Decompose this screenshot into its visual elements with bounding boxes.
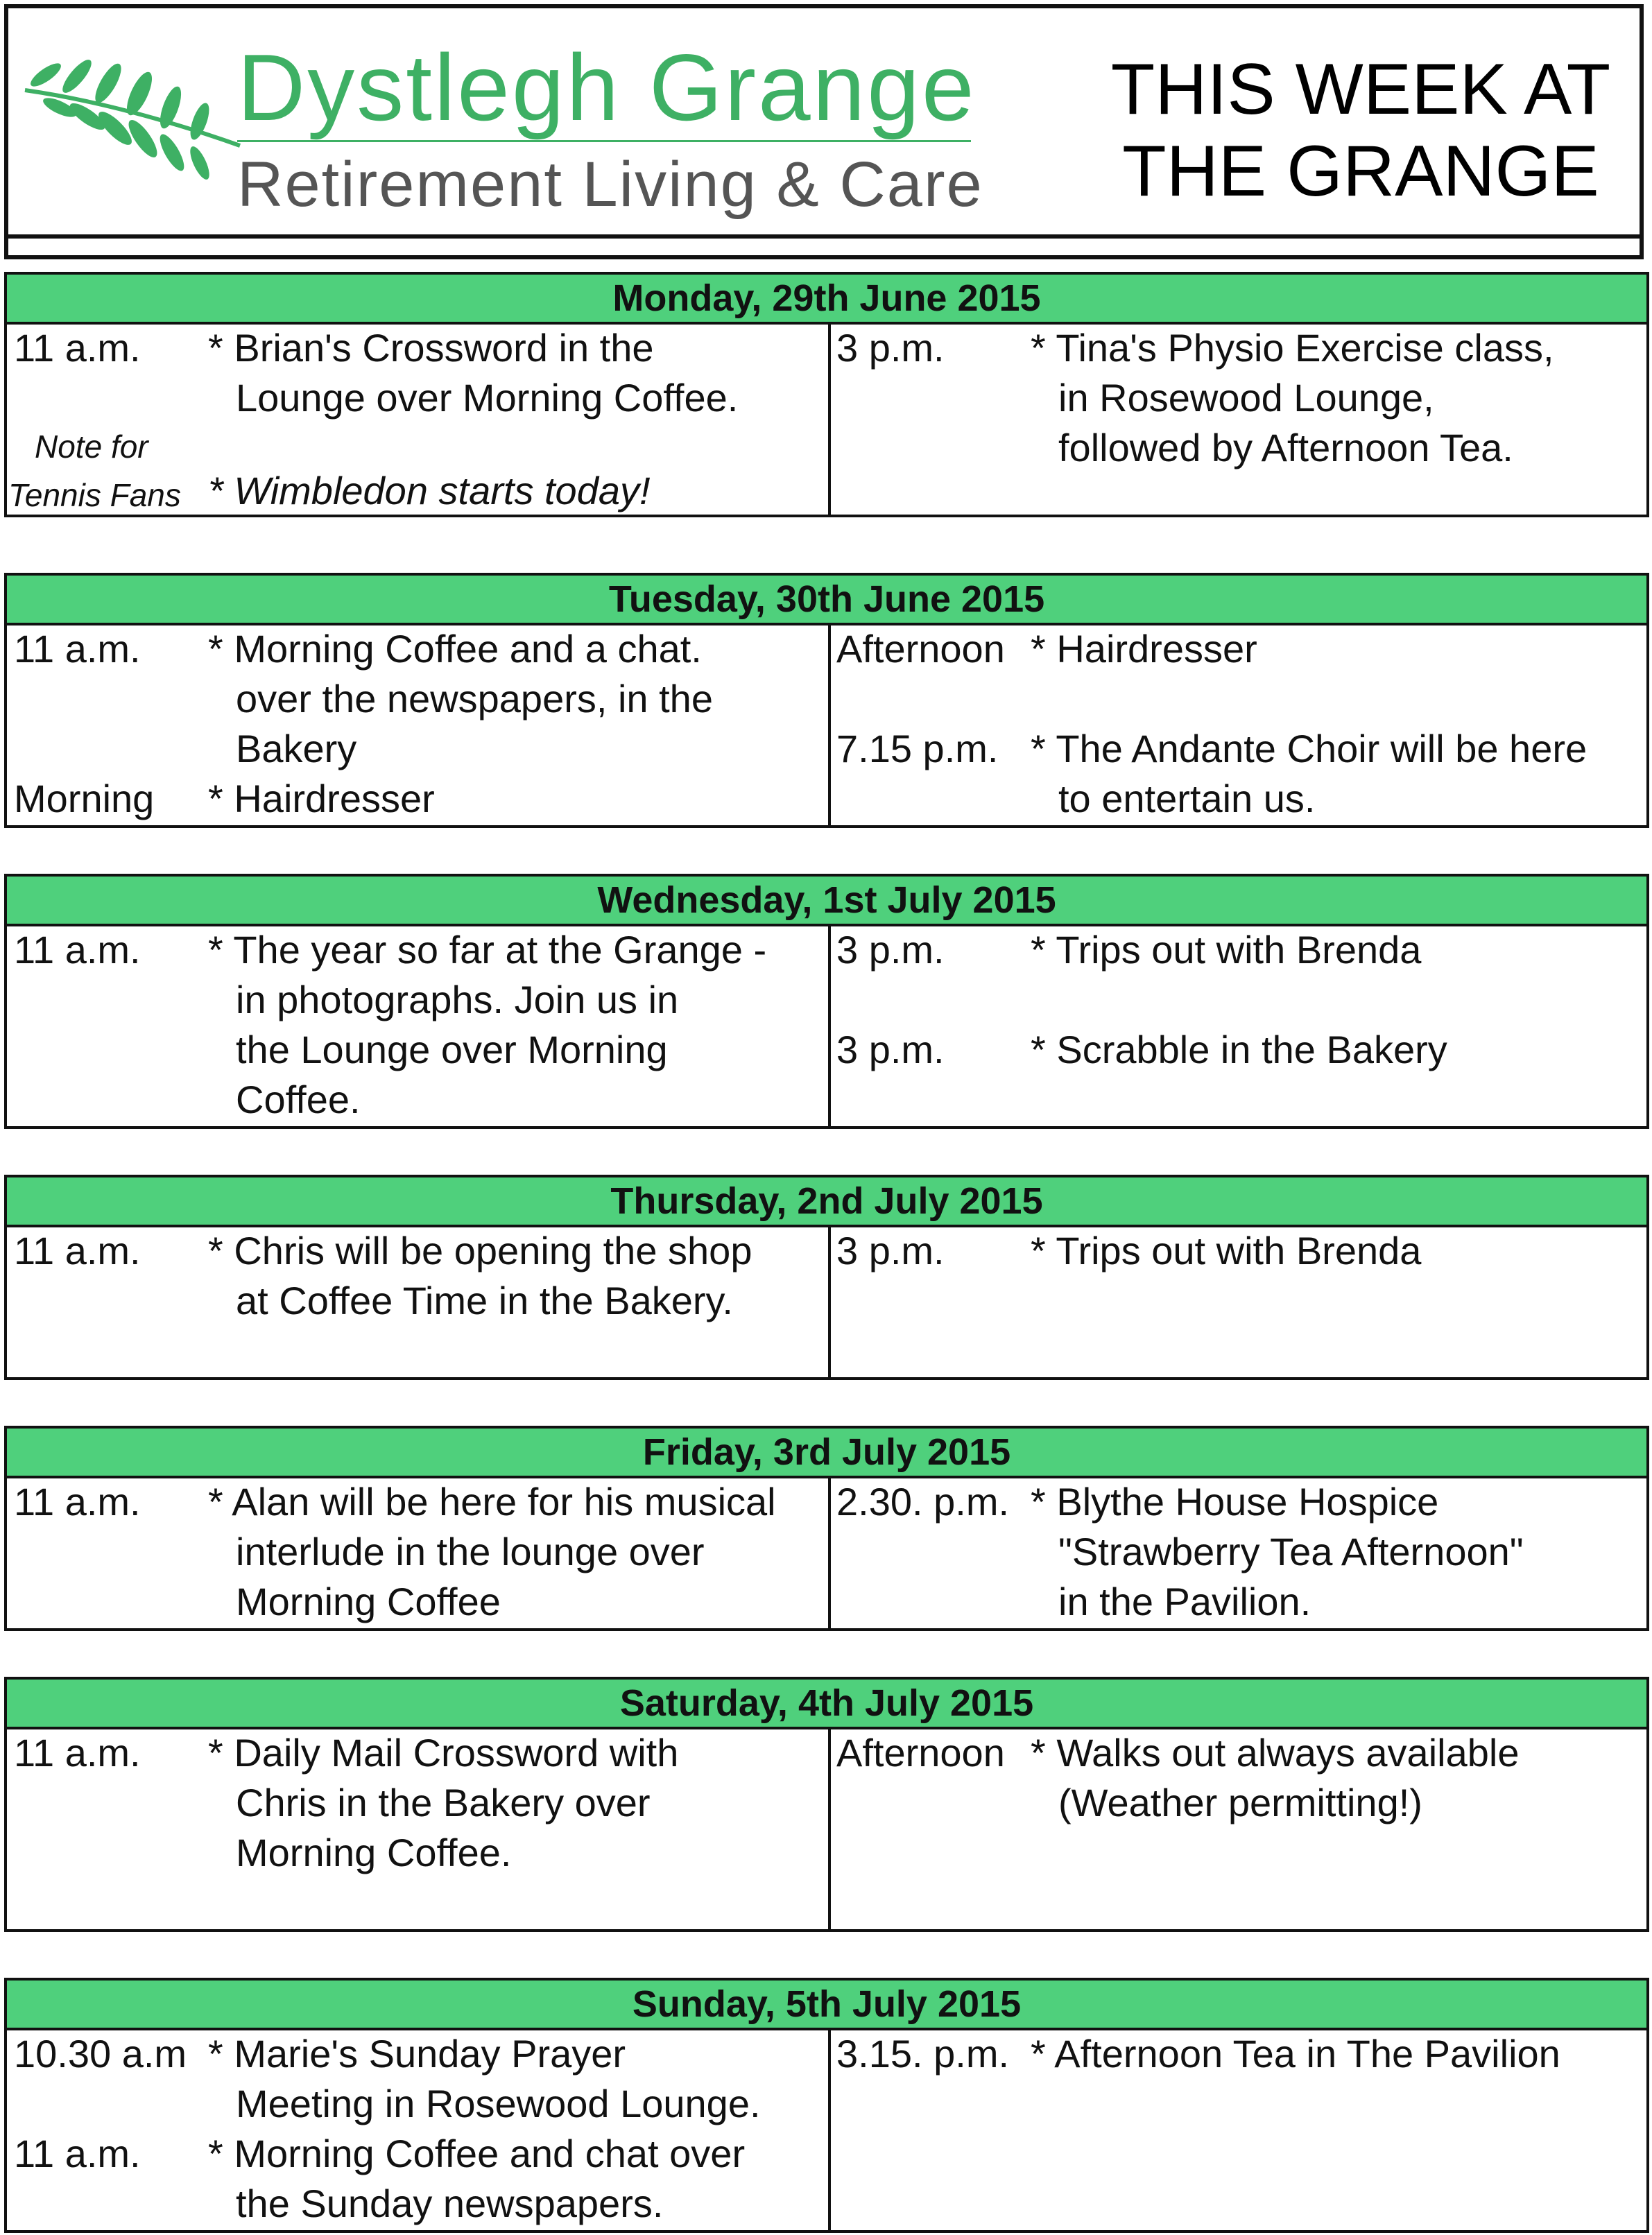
event-text: to entertain us.	[1058, 777, 1316, 820]
column-divider	[828, 1478, 831, 1628]
event-text: * Tina's Physio Exercise class,	[1031, 326, 1554, 370]
day-body	[7, 1227, 1646, 1377]
event-time: 3 p.m.	[836, 928, 945, 972]
event-time: 11 a.m.	[14, 627, 141, 671]
page-title	[1062, 49, 1652, 212]
event-text: * Daily Mail Crossword with	[208, 1731, 679, 1775]
logo-rule	[237, 140, 971, 142]
logo-name: Dystlegh Grange	[237, 35, 976, 140]
event-text: * Trips out with Brenda	[1031, 928, 1422, 972]
event-time: 11 a.m.	[14, 928, 141, 972]
header-strip	[4, 239, 1644, 259]
day-header: Thursday, 2nd July 2015	[7, 1177, 1646, 1227]
event-text: Morning Coffee	[236, 1580, 501, 1623]
day-block-friday	[4, 1426, 1649, 1631]
day-header: Wednesday, 1st July 2015	[7, 877, 1646, 926]
event-text: in photographs. Join us in	[236, 978, 679, 1021]
event-time: 11 a.m.	[14, 326, 141, 370]
day-block-wednesday	[4, 874, 1649, 1129]
event-time: 3.15. p.m.	[836, 2032, 1010, 2076]
day-body	[7, 1729, 1646, 1929]
event-time: Morning	[14, 777, 155, 820]
event-text: * Walks out always available	[1031, 1731, 1520, 1775]
event-text: the Lounge over Morning	[236, 1028, 668, 1071]
event-text: Lounge over Morning Coffee.	[236, 376, 739, 420]
event-text: * Blythe House Hospice	[1031, 1480, 1439, 1524]
page-title-line2: THE GRANGE	[1122, 131, 1599, 212]
event-time: 2.30. p.m.	[836, 1480, 1010, 1524]
column-divider	[828, 1729, 831, 1929]
event-text: * Marie's Sunday Prayer	[208, 2032, 626, 2076]
event-time: 7.15 p.m.	[836, 727, 999, 770]
header-box	[4, 4, 1644, 239]
event-note: Note for	[35, 429, 148, 465]
column-divider	[828, 625, 831, 825]
event-text: interlude in the lounge over	[236, 1530, 705, 1573]
day-header: Friday, 3rd July 2015	[7, 1429, 1646, 1478]
event-text: * Alan will be here for his musical	[208, 1480, 776, 1524]
column-divider	[828, 2030, 831, 2230]
day-body	[7, 1478, 1646, 1628]
event-text: in the Pavilion.	[1058, 1580, 1311, 1623]
day-body	[7, 325, 1646, 515]
event-time: 11 a.m.	[14, 1480, 141, 1524]
event-text: * Hairdresser	[208, 777, 435, 820]
page-title-line1: THIS WEEK AT	[1110, 49, 1611, 130]
event-text: * Hairdresser	[1031, 627, 1257, 671]
event-text: "Strawberry Tea Afternoon"	[1058, 1530, 1524, 1573]
day-block-tuesday	[4, 573, 1649, 828]
event-time: 3 p.m.	[836, 326, 945, 370]
event-time: 10.30 a.m	[14, 2032, 187, 2076]
event-text: the Sunday newspapers.	[236, 2182, 664, 2225]
event-text: * Trips out with Brenda	[1031, 1229, 1422, 1272]
event-text: * Brian's Crossword in the	[208, 326, 654, 370]
event-text: * Afternoon Tea in The Pavilion	[1031, 2032, 1560, 2076]
column-divider	[828, 926, 831, 1126]
day-header: Tuesday, 30th June 2015	[7, 576, 1646, 625]
event-time: 3 p.m.	[836, 1028, 945, 1071]
day-block-sunday	[4, 1978, 1649, 2233]
leaf-logo-icon	[18, 42, 247, 180]
event-time: 3 p.m.	[836, 1229, 945, 1272]
day-body	[7, 625, 1646, 825]
event-note: Tennis Fans	[8, 477, 181, 513]
event-text: * Chris will be opening the shop	[208, 1229, 752, 1272]
event-time: 11 a.m.	[14, 2132, 141, 2175]
event-text: Chris in the Bakery over	[236, 1781, 651, 1824]
event-time: 11 a.m.	[14, 1229, 141, 1272]
event-text: followed by Afternoon Tea.	[1058, 426, 1513, 469]
event-time: 11 a.m.	[14, 1731, 141, 1775]
event-text: Morning Coffee.	[236, 1831, 512, 1874]
event-text: * Morning Coffee and a chat.	[208, 627, 702, 671]
event-text: * The year so far at the Grange -	[208, 928, 767, 972]
day-header: Monday, 29th June 2015	[7, 275, 1646, 325]
logo-subtitle: Retirement Living & Care	[237, 149, 983, 220]
column-divider	[828, 325, 831, 515]
event-text: at Coffee Time in the Bakery.	[236, 1279, 733, 1322]
day-header: Saturday, 4th July 2015	[7, 1680, 1646, 1729]
event-text: Coffee.	[236, 1078, 361, 1121]
event-time: Afternoon	[836, 627, 1005, 671]
event-text: (Weather permitting!)	[1058, 1781, 1422, 1824]
day-body	[7, 926, 1646, 1126]
day-block-saturday	[4, 1677, 1649, 1932]
event-text: over the newspapers, in the	[236, 677, 713, 720]
event-text: in Rosewood Lounge,	[1058, 376, 1434, 420]
day-body	[7, 2030, 1646, 2230]
event-time: Afternoon	[836, 1731, 1005, 1775]
event-text: Bakery	[236, 727, 357, 770]
day-block-monday	[4, 272, 1649, 517]
day-header: Sunday, 5th July 2015	[7, 1981, 1646, 2030]
event-text: * Scrabble in the Bakery	[1031, 1028, 1447, 1071]
day-block-thursday	[4, 1175, 1649, 1380]
column-divider	[828, 1227, 831, 1377]
event-text: * The Andante Choir will be here	[1031, 727, 1588, 770]
event-text: * Morning Coffee and chat over	[208, 2132, 746, 2175]
event-text: * Wimbledon starts today!	[208, 469, 651, 512]
event-text: Meeting in Rosewood Lounge.	[236, 2082, 761, 2125]
